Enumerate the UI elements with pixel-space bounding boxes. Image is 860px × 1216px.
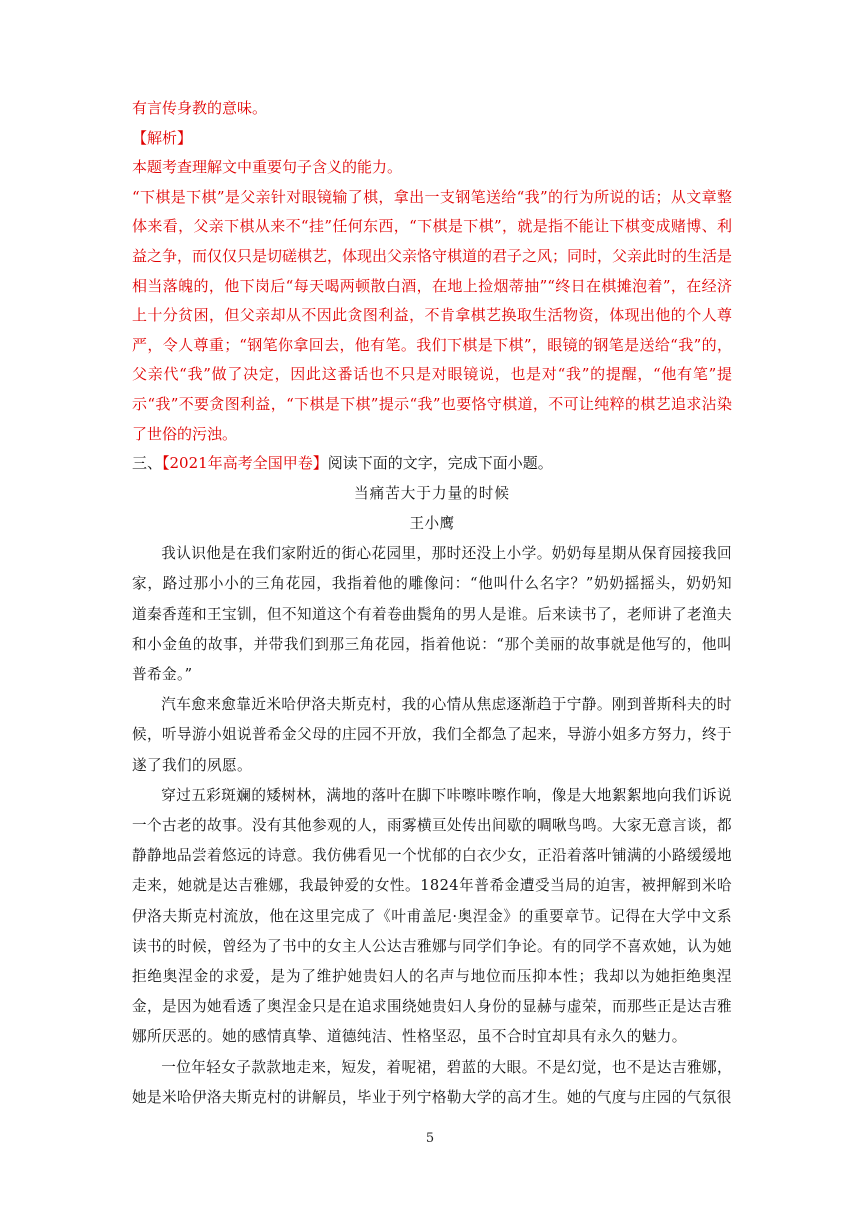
- analysis-label: 【解析】: [132, 128, 193, 147]
- section-source: 【2021年高考全国甲卷】: [162, 454, 328, 473]
- analysis-explanation: “下棋是下棋”是父亲针对眼镜输了棋，拿出一支钢笔送给“我”的行为所说的话；从文章整体来看，父亲下棋从来不“挂”任何东西，“下棋是下棋”，就是指不能让下棋变成赌博、利益之争，而仅仅只是切磋棋艺，体现出父亲恪守棋道的君子之风；同时，父亲此时的生活是相当落魄的，他下岗后“每天喝两顿散白酒，在地上捡烟蒂抽”“终日在棋摊泡着”，在经济上十分贫困，但父亲却从不因此贪图利益，不肯拿棋艺换取生活物资，体现出他的个人尊严，令人尊重；“钢笔你拿回去，他有笔。我们下棋是下棋”，眼镜的钢笔是送给“我”的，父亲代“我”做了决定，因此这番话也不只是对眼镜说，也是对“我”的提醒，“他有笔”提示“我”不要贪图利益，“下棋是下棋”提示“我”也要恪守棋道，不可让纯粹的棋艺追求沾染了世俗的污浊。: [132, 187, 733, 443]
- section-prefix: 三、: [132, 454, 163, 473]
- article: [132, 479, 732, 1113]
- page-number: 5: [425, 1131, 435, 1146]
- analysis-intro: 本题考查理解文中重要句子含义的能力。: [132, 158, 403, 177]
- answer-continuation: 有言传身教的意味。: [132, 99, 268, 117]
- article-author: 王小鹰: [409, 514, 455, 532]
- article-title: 当痛苦大于力量的时候: [354, 484, 510, 502]
- article-paragraph-2: 汽车愈来愈靠近米哈伊洛夫斯克村，我的心情从焦虑逐渐趋于宁静。刚到普斯科夫的时候，听导游小姐说普希金父母的庄园不开放，我们全都急了起来，导游小姐多方努力，终于遂了我们的夙愿。: [132, 696, 732, 774]
- page-content: [132, 94, 732, 1113]
- article-paragraph-3: 穿过五彩斑斓的矮树林，满地的落叶在脚下咔嚓咔嚓作响，像是大地絮絮地向我们诉说一个古老的故事。没有其他参观的人，雨雾横亘处传出间歇的啁啾鸟鸣。大家无意言谈，都静静地品尝着悠远的诗意。我仿佛看见一个忧郁的白衣少女，正沿着落叶铺满的小路缓缓地走来，她就是达吉雅娜，我最钟爱的女性。1824年普希金遭受当局的迫害，被押解到米哈伊洛夫斯克村流放，他在这里完成了《叶甫盖尼·奥涅金》的重要章节。记得在大学中文系读书的时候，曾经为了书中的女主人公达吉雅娜与同学们争论。有的同学不喜欢她，认为她拒绝奥涅金的求爱，是为了维护她贵妇人的名声与地位而压抑本性；我却以为她拒绝奥涅金，是因为她看透了奥涅金只是在追求围绕她贵妇人身份的显赫与虚荣，而那些正是达吉雅娜所厌恶的。她的感情真挚、道德纯洁、性格坚忍，虽不合时宜却具有永久的魅力。: [132, 786, 732, 1046]
- section-heading: [132, 449, 732, 479]
- section-instruction: 阅读下面的文字，完成下面小题。: [327, 454, 553, 473]
- article-paragraph-4: 一位年轻女子款款地走来，短发，着呢裙，碧蓝的大眼。不是幻觉，也不是达吉雅娜，她是米哈伊洛夫斯克村的讲解员，毕业于列宁格勒大学的高才生。她的气度与庄园的气氛很: [132, 1058, 732, 1106]
- article-paragraph-1: 我认识他是在我们家附近的街心花园里，那时还没上小学。奶奶每星期从保育园接我回家，路过那小小的三角花园，我指着他的雕像问：“他叫什么名字？”奶奶摇摇头，奶奶知道秦香莲和王宝钏，但不知道这个有着卷曲鬓角的男人是谁。后来读书了，老师讲了老渔夫和小金鱼的故事，并带我们到那三角花园，指着他说：“那个美丽的故事就是他写的，他叫普希金。”: [132, 545, 732, 683]
